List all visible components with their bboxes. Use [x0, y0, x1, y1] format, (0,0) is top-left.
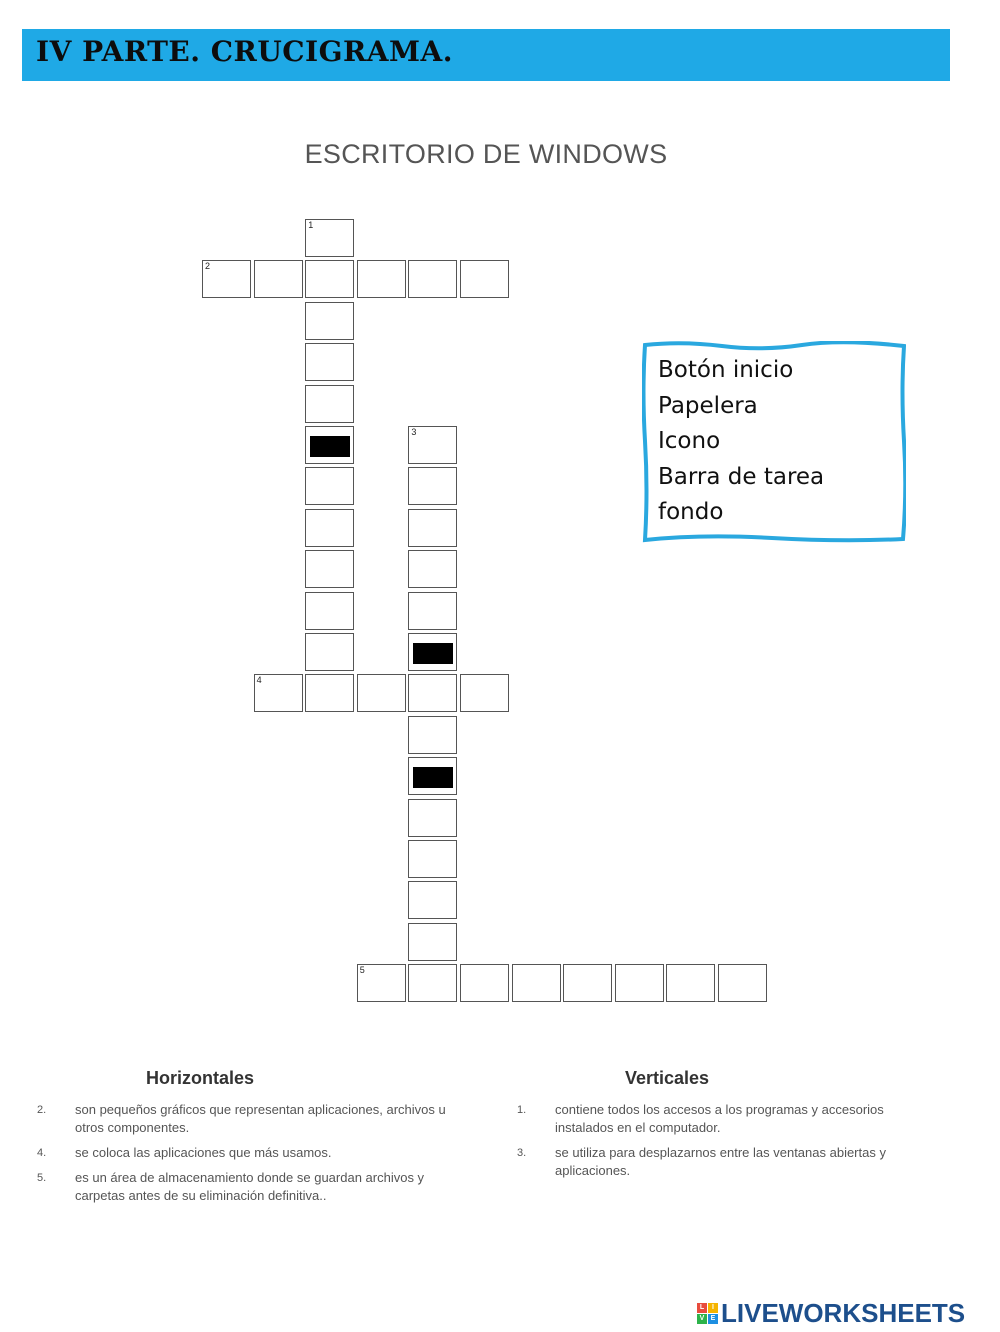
crossword-cell[interactable]: [305, 219, 354, 257]
crossword-cell[interactable]: [408, 923, 457, 961]
crossword-cell[interactable]: [408, 467, 457, 505]
crossword-cell: [305, 426, 354, 464]
crossword-cell[interactable]: [357, 964, 406, 1002]
clue-number-label: 2: [205, 261, 211, 272]
clue-text: contiene todos los accesos a los programas y accesorios instalados en el computador.: [555, 1102, 884, 1135]
clue-number-label: 5: [359, 965, 365, 976]
logo-mark-letter: E: [708, 1314, 718, 1324]
crossword-cell[interactable]: [254, 260, 303, 298]
clue-text: son pequeños gráficos que representan aplicaciones, archivos u otros componentes.: [75, 1102, 446, 1135]
crossword-cell[interactable]: [408, 674, 457, 712]
crossword-cell[interactable]: [408, 260, 457, 298]
clue-number: 1.: [517, 1104, 527, 1116]
section-title: IV PARTE. CRUCIGRAMA.: [36, 35, 453, 68]
crossword-cell: [408, 633, 457, 671]
crossword-cell[interactable]: [305, 467, 354, 505]
crossword-cell[interactable]: [408, 592, 457, 630]
crossword-cell[interactable]: [512, 964, 561, 1002]
crossword-cell: [408, 757, 457, 795]
crossword-cell[interactable]: [305, 633, 354, 671]
clue-number: 5.: [37, 1172, 47, 1184]
crossword-cell[interactable]: [305, 509, 354, 547]
word-bank-item: Barra de tarea: [658, 463, 825, 490]
crossword-cell[interactable]: [305, 343, 354, 381]
crossword-cell[interactable]: [408, 550, 457, 588]
crossword-cell[interactable]: [305, 385, 354, 423]
crossword-cell[interactable]: [305, 674, 354, 712]
word-bank-item: Papelera: [658, 392, 758, 419]
crossword-cell[interactable]: [408, 881, 457, 919]
crossword-cell[interactable]: [305, 260, 354, 298]
vertical-clues-heading: Verticales: [625, 1068, 710, 1088]
word-bank-list: [658, 353, 824, 531]
crossword-cell[interactable]: [202, 260, 251, 298]
crossword-cell[interactable]: [305, 550, 354, 588]
clue-text: es un área de almacenamiento donde se guardan archivos y carpetas antes de su eliminación definitiva..: [75, 1170, 425, 1203]
word-bank-item: fondo: [658, 499, 724, 525]
crossword-cell[interactable]: [408, 716, 457, 754]
crossword-cell[interactable]: [305, 592, 354, 630]
crossword-cell[interactable]: [408, 509, 457, 547]
crossword-cell[interactable]: [357, 674, 406, 712]
logo-mark-letter: I: [708, 1303, 718, 1313]
clue-number-label: 4: [256, 675, 262, 686]
clue-number-label: 3: [411, 427, 417, 437]
crossword-cell[interactable]: [305, 302, 354, 340]
crossword-cell[interactable]: [666, 964, 715, 1002]
clue-number: 3.: [517, 1147, 527, 1159]
word-bank-item: Botón inicio: [658, 357, 794, 383]
crossword-cell[interactable]: [254, 674, 303, 712]
crossword-title: ESCRITORIO DE WINDOWS: [304, 139, 668, 169]
header-bar: [22, 29, 950, 81]
crossword-cell[interactable]: [460, 260, 509, 298]
liveworksheets-logo: [697, 1296, 965, 1330]
logo-text: LIVEWORKSHEETS: [721, 1297, 966, 1328]
crossword-cell[interactable]: [408, 840, 457, 878]
horizontal-clues-heading: Horizontales: [146, 1068, 255, 1088]
crossword-cell[interactable]: [357, 260, 406, 298]
clue-number: 2.: [37, 1104, 47, 1116]
black-block: [413, 643, 453, 664]
logo-mark-letter: V: [697, 1314, 707, 1324]
crossword-cell[interactable]: [460, 674, 509, 712]
crossword-cell[interactable]: [408, 799, 457, 837]
crossword-cell[interactable]: [408, 964, 457, 1002]
logo-mark-letter: L: [697, 1303, 707, 1313]
word-bank: [642, 341, 906, 543]
word-bank-item: Icono: [658, 428, 721, 454]
clue-text: se utiliza para desplazarnos entre las ventanas abiertas y aplicaciones.: [555, 1145, 886, 1178]
crossword-cell[interactable]: [615, 964, 664, 1002]
crossword-cell[interactable]: [408, 426, 457, 464]
logo-mark-icon: [697, 1303, 718, 1324]
black-block: [413, 767, 453, 788]
crossword-cell[interactable]: [460, 964, 509, 1002]
crossword-cell[interactable]: [718, 964, 767, 1002]
crossword-cell[interactable]: [563, 964, 612, 1002]
clue-text: se coloca las aplicaciones que más usamos.: [75, 1145, 332, 1160]
black-block: [310, 436, 350, 457]
clue-number-label: 1: [308, 220, 314, 230]
clue-number: 4.: [37, 1147, 47, 1159]
